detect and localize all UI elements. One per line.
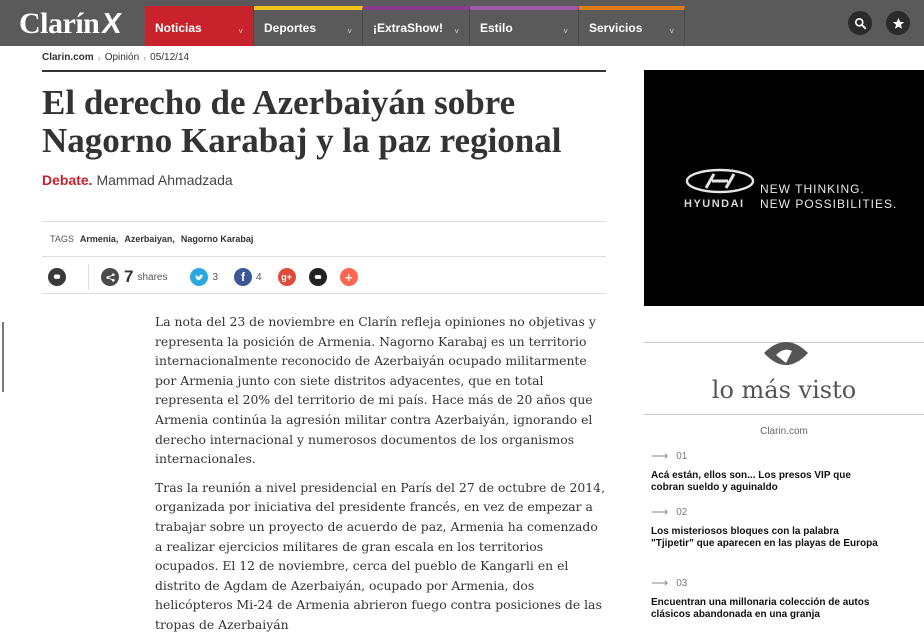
- twitter-share-button[interactable]: [190, 268, 208, 286]
- chevron-down-icon: ˅: [454, 27, 459, 36]
- divider: [42, 221, 606, 222]
- breadcrumb-separator: ›: [143, 52, 147, 63]
- advertisement-banner[interactable]: [644, 70, 924, 306]
- nav-item-estilo[interactable]: Estilo ˅: [470, 6, 579, 46]
- eye-icon: [762, 333, 810, 377]
- most-viewed-headline: Los misteriosos bloques con la palabra "Tjipetir" que aparecen en las playas de Europa: [651, 526, 878, 549]
- most-viewed-item[interactable]: ⟶ 02 Los misteriosos bloques con la palabra "Tjipetir" que aparecen en las playas de Europa: [651, 505, 881, 550]
- email-icon: [313, 272, 323, 282]
- comment-icon: [52, 272, 62, 282]
- most-viewed-item[interactable]: ⟶ 01 Acá están, ellos son... Los presos VIP que cobran sueldo y aguinaldo: [651, 449, 881, 494]
- chevron-down-icon: ˅: [238, 27, 243, 36]
- share-count: 7: [124, 267, 134, 286]
- divider: [42, 293, 606, 294]
- arrow-right-icon: ⟶: [651, 449, 669, 463]
- plus-icon: +: [344, 269, 353, 285]
- divider: [42, 256, 606, 257]
- tags-bar: [50, 234, 253, 244]
- most-viewed-divider: [644, 414, 924, 415]
- nav-item-servicios[interactable]: Servicios ˅: [579, 6, 685, 46]
- chevron-down-icon: ˅: [563, 27, 568, 36]
- tag-armenia[interactable]: Armenia,: [79, 234, 119, 244]
- main-menu: [145, 6, 685, 46]
- breadcrumb-date: 05/12/14: [150, 52, 190, 63]
- hyundai-logo-icon: [684, 168, 756, 194]
- favorites-button[interactable]: [886, 11, 910, 35]
- ad-slogan: NEW THINKING. NEW POSSIBILITIES.: [760, 182, 898, 211]
- share-bar: [48, 264, 358, 290]
- most-viewed-headline: Encuentran una millonaria colección de autos clásicos abandonada en una granja: [651, 597, 870, 620]
- facebook-count: 4: [256, 271, 262, 283]
- article-byline: [42, 172, 233, 188]
- most-viewed-source: Clarin.com: [760, 426, 808, 437]
- search-button[interactable]: [848, 11, 872, 35]
- article-title: El derecho de Azerbaiyán sobre Nagorno Karabaj y la paz regional: [42, 83, 562, 160]
- header-divider: [42, 70, 606, 72]
- most-viewed-item[interactable]: ⟶ 03 Encuentran una millonaria colección de autos clásicos abandonada en una granja: [651, 576, 881, 621]
- breadcrumb: [42, 52, 189, 63]
- google-plus-share-button[interactable]: [278, 268, 296, 286]
- arrow-right-icon: ⟶: [651, 576, 669, 590]
- nav-item-extrashow[interactable]: ¡ExtraShow! ˅: [363, 6, 470, 46]
- article-body: [155, 312, 607, 644]
- google-plus-icon: g+: [281, 272, 292, 282]
- breadcrumb-separator: ›: [97, 52, 101, 63]
- share-count-label: shares: [137, 271, 168, 283]
- star-icon: [892, 17, 905, 30]
- tag-nagorno-karabaj[interactable]: Nagorno Karabaj: [180, 234, 254, 244]
- article-author: Mammad Ahmadzada: [96, 172, 233, 188]
- share-divider: [88, 264, 89, 290]
- most-viewed-headline: Acá están, ellos son... Los presos VIP que cobran sueldo y aguinaldo: [651, 470, 851, 493]
- breadcrumb-site[interactable]: Clarin.com: [42, 52, 94, 63]
- chevron-down-icon: ˅: [347, 27, 352, 36]
- nav-item-deportes[interactable]: Deportes ˅: [254, 6, 363, 46]
- article-paragraph: La nota del 23 de noviembre en Clarín refleja opiniones no objetivas y representa la posición de Armenia. Nagorno Karabaj es un territorio internacionalmente reconocido de Azerbaiyán ocupado militarmente por Armenia junto con siete distritos adyacentes, que en total representa el 20% del territorio de mi país. Hace más de 20 años que Armenia continúa la agresión militar contra Azerbaiyán, ignorando el derecho internacional y numerosos documentos de los organismos internacionales.: [155, 314, 596, 467]
- clarin-x-mark: X: [100, 7, 125, 40]
- search-icon: [854, 17, 867, 30]
- chevron-down-icon: ˅: [669, 27, 674, 36]
- facebook-icon: f: [241, 270, 246, 284]
- scroll-marker: [2, 322, 4, 392]
- comments-button[interactable]: [48, 268, 66, 286]
- most-viewed-title: lo más visto: [711, 376, 857, 404]
- tags-label: TAGS: [50, 234, 74, 244]
- nav-item-noticias[interactable]: Noticias ˅: [145, 6, 254, 46]
- breadcrumb-section[interactable]: Opinión: [104, 52, 140, 63]
- twitter-count: 3: [212, 271, 219, 283]
- twitter-icon: [194, 272, 205, 283]
- top-navigation-bar: [0, 0, 924, 46]
- article-category[interactable]: Debate.: [42, 172, 93, 188]
- arrow-right-icon: ⟶: [651, 505, 669, 519]
- email-share-button[interactable]: [309, 268, 327, 286]
- ad-brand: HYUNDAI: [684, 198, 745, 210]
- more-share-button[interactable]: [340, 268, 358, 286]
- article-paragraph: Tras la reunión a nivel presidencial en París del 27 de octubre de 2014, organizada por iniciativa del presidente francés, en vez de empezar a trabajar sobre un proyecto de acuerdo de paz, Armenia ha comenzado a realizar ejercicios militares de gran escala en los territorios ocupados. El 12 de noviembre, cerca del pueblo de Kangarli en el distrito de Agdam de Azerbaiyán, ocupado por Armenia, dos helicópteros Mi-24 de Armenia abrieron fuego contra posiciones de las tropas de Azerbaiyán: [155, 479, 606, 632]
- tag-azerbaiyan[interactable]: Azerbaiyan,: [124, 234, 175, 244]
- clarin-logo[interactable]: Clarín X: [19, 7, 125, 40]
- facebook-share-button[interactable]: [234, 268, 252, 286]
- share-icon[interactable]: [101, 268, 119, 286]
